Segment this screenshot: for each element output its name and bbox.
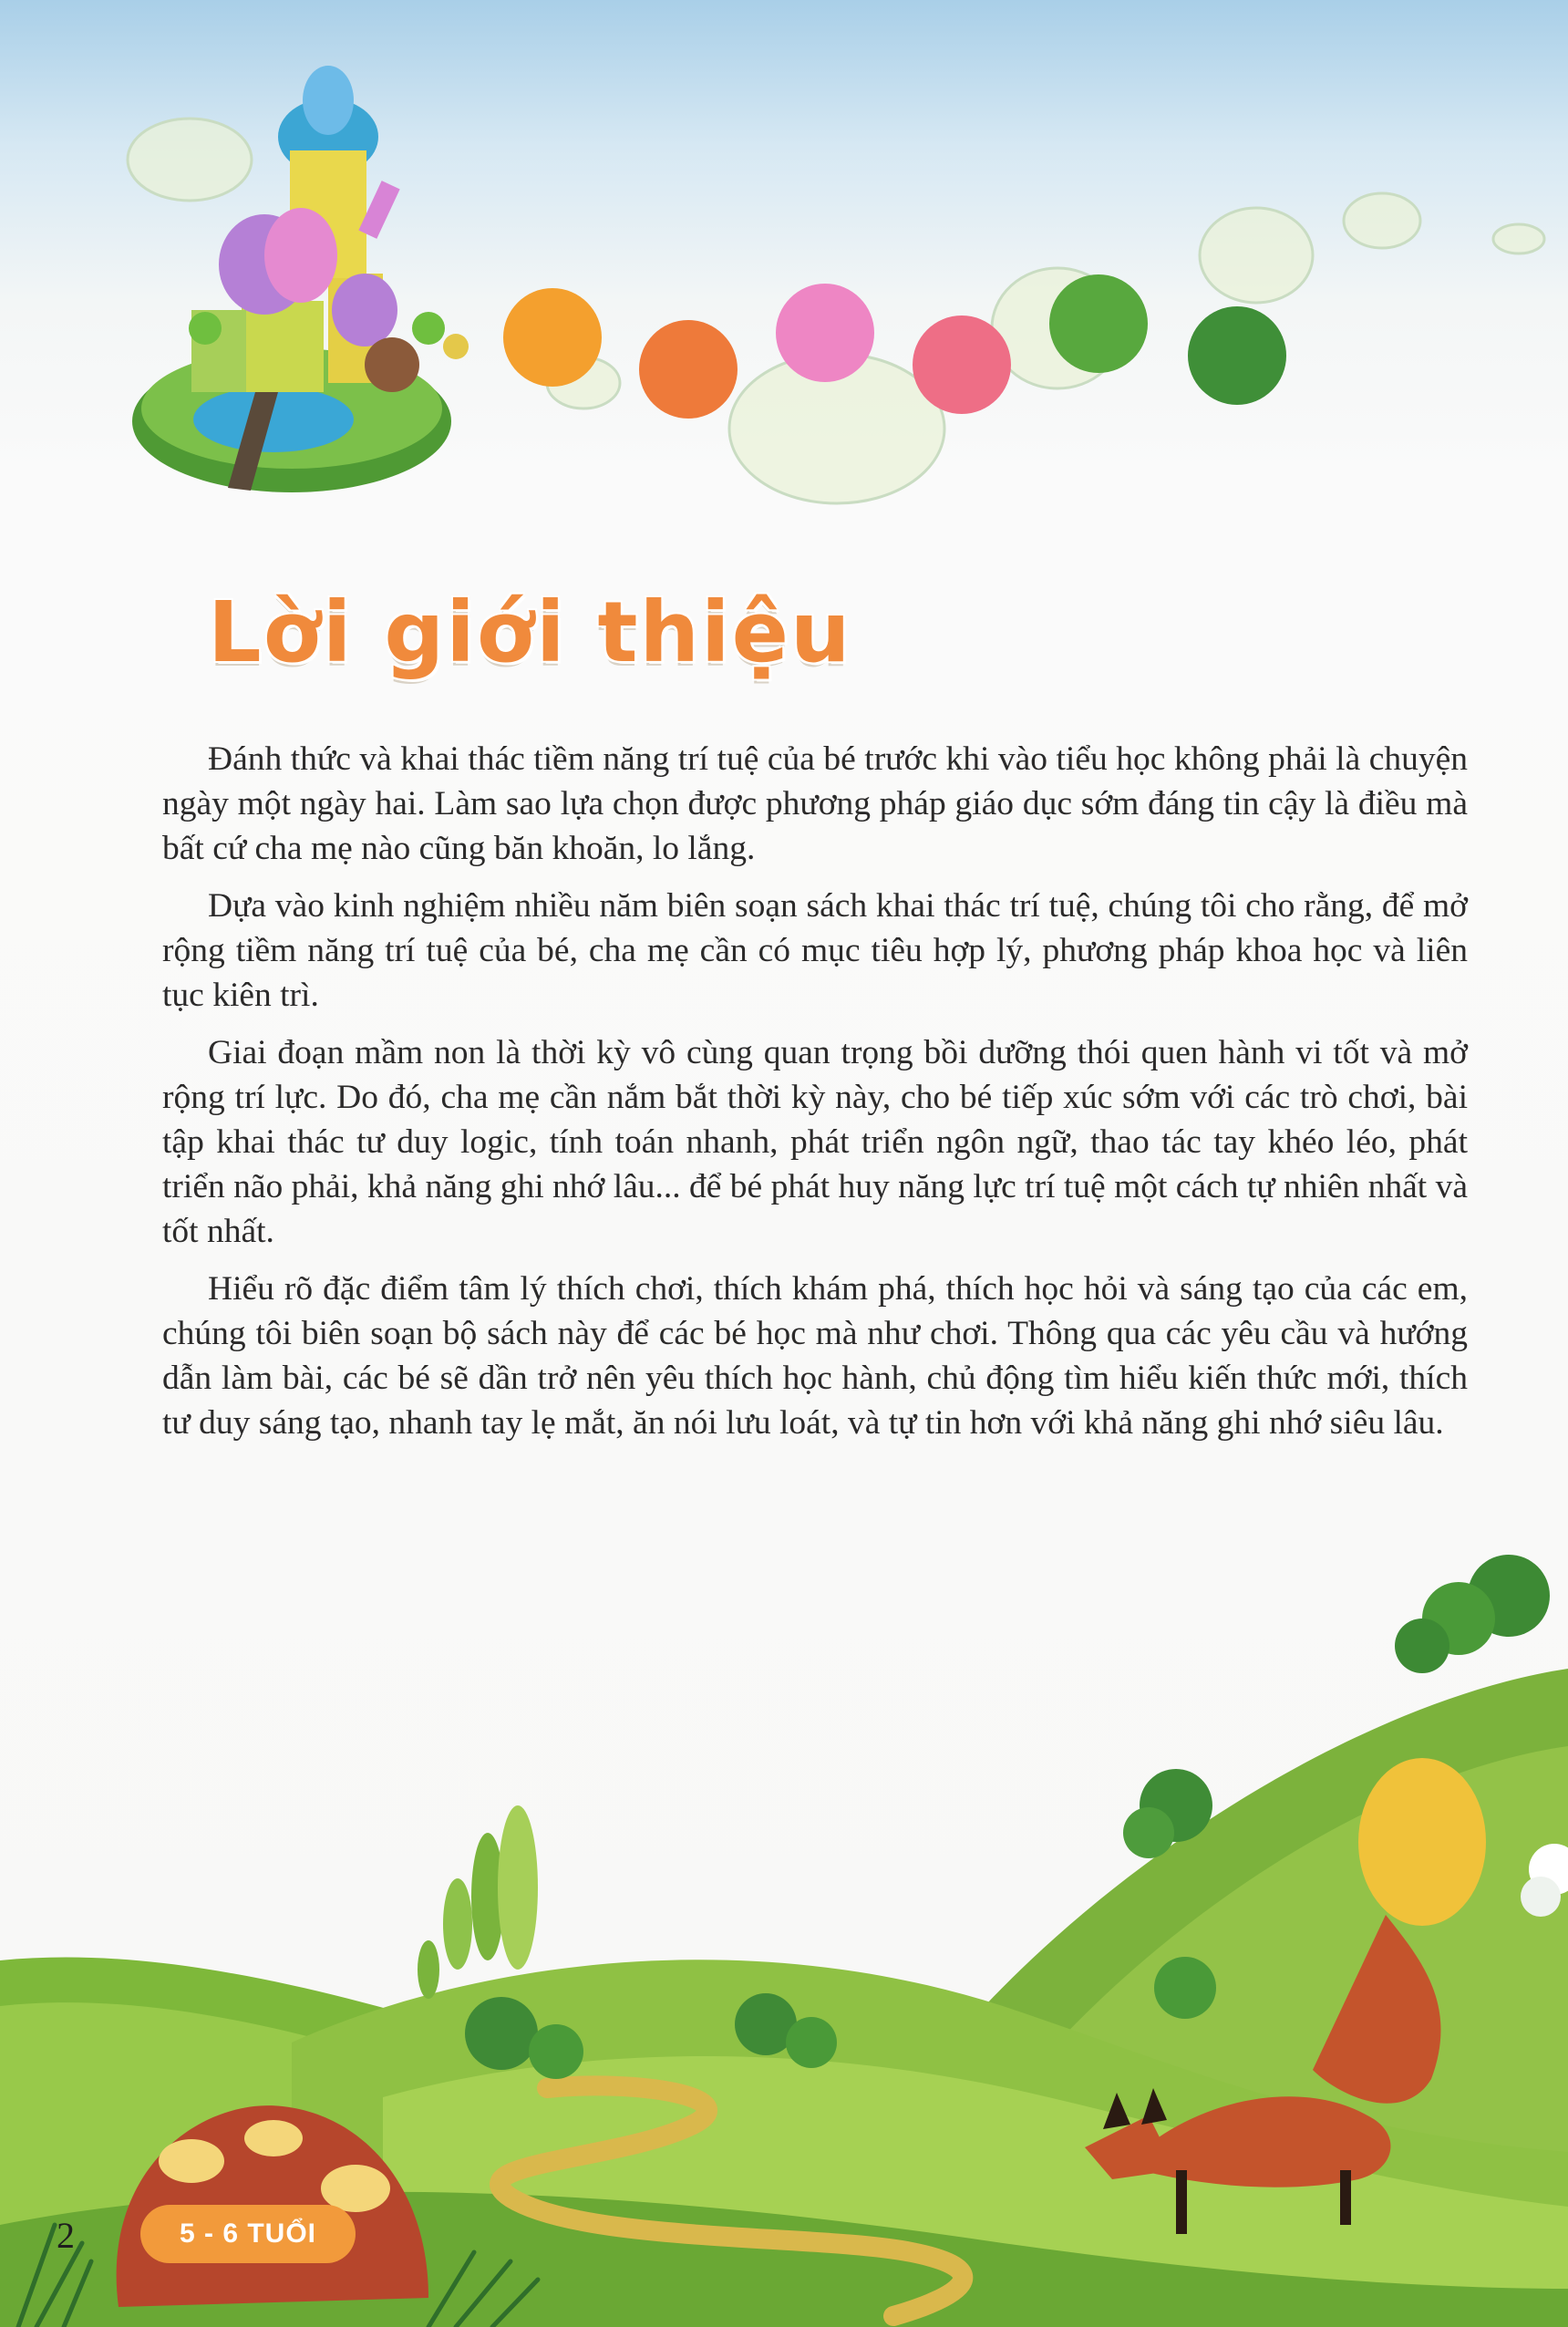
paragraph: Đánh thức và khai thác tiềm năng trí tuệ của bé trước khi vào tiểu học không phải là chuyện ngày một ngày hai. Làm sao lựa chọn được phương pháp giáo dục sớm đáng tin cậy là điều mà bất cứ cha mẹ nào cũng băn khoăn, lo lắng.: [162, 740, 1468, 867]
ball-pink: [776, 284, 874, 382]
bubble: [1493, 224, 1544, 253]
intro-text: [162, 737, 1468, 1458]
bubble: [1200, 208, 1313, 303]
bubble: [1344, 193, 1420, 248]
paragraph: Hiểu rõ đặc điểm tâm lý thích chơi, thích khám phá, thích học hỏi và sáng tạo của các em, chúng tôi biên soạn bộ sách này để các bé học mà như chơi. Thông qua các yêu cầu và hướng dẫn làm bài, các bé sẽ dần trở nên yêu thích học hành, chủ động tìm hiểu kiến thức mới, thích tư duy sáng tạo, nhanh tay lẹ mắt, ăn nói lưu loát, và tự tin hơn với khả năng ghi nhớ siêu lâu.: [162, 1270, 1468, 1442]
paragraph: Dựa vào kinh nghiệm nhiều năm biên soạn sách khai thác trí tuệ, chúng tôi cho rằng, để mở rộng tiềm năng trí tuệ của bé, cha mẹ cần có mục tiêu hợp lý, phương pháp khoa học và liên tục kiên trì.: [162, 887, 1468, 1014]
page-title: Lời giới thiệu: [208, 584, 852, 681]
page-number: 2: [57, 2215, 75, 2256]
ball-dark-green: [1188, 306, 1286, 405]
age-badge: 5 - 6 TUỔI: [140, 2205, 356, 2263]
ball-orange: [503, 288, 602, 387]
bubble: [128, 119, 252, 201]
paragraph: Giai đoạn mầm non là thời kỳ vô cùng quan trọng bồi dưỡng thói quen hành vi tốt và mở rộng trí lực. Do đó, cha mẹ cần nắm bắt thời kỳ này, cho bé tiếp xúc sớm với các trò chơi, bài tập khai thác tư duy logic, tính toán nhanh, phát triển ngôn ngữ, thao tác tay khéo léo, phát triển não phải, khả năng ghi nhớ lâu... để bé phát huy năng lực trí tuệ một cách tự nhiên nhất và tốt nhất.: [162, 1034, 1468, 1250]
ball-red-orange: [639, 320, 738, 419]
header-illustration: [0, 0, 1568, 547]
ball-rose: [913, 315, 1011, 414]
ball-green: [1049, 274, 1148, 373]
